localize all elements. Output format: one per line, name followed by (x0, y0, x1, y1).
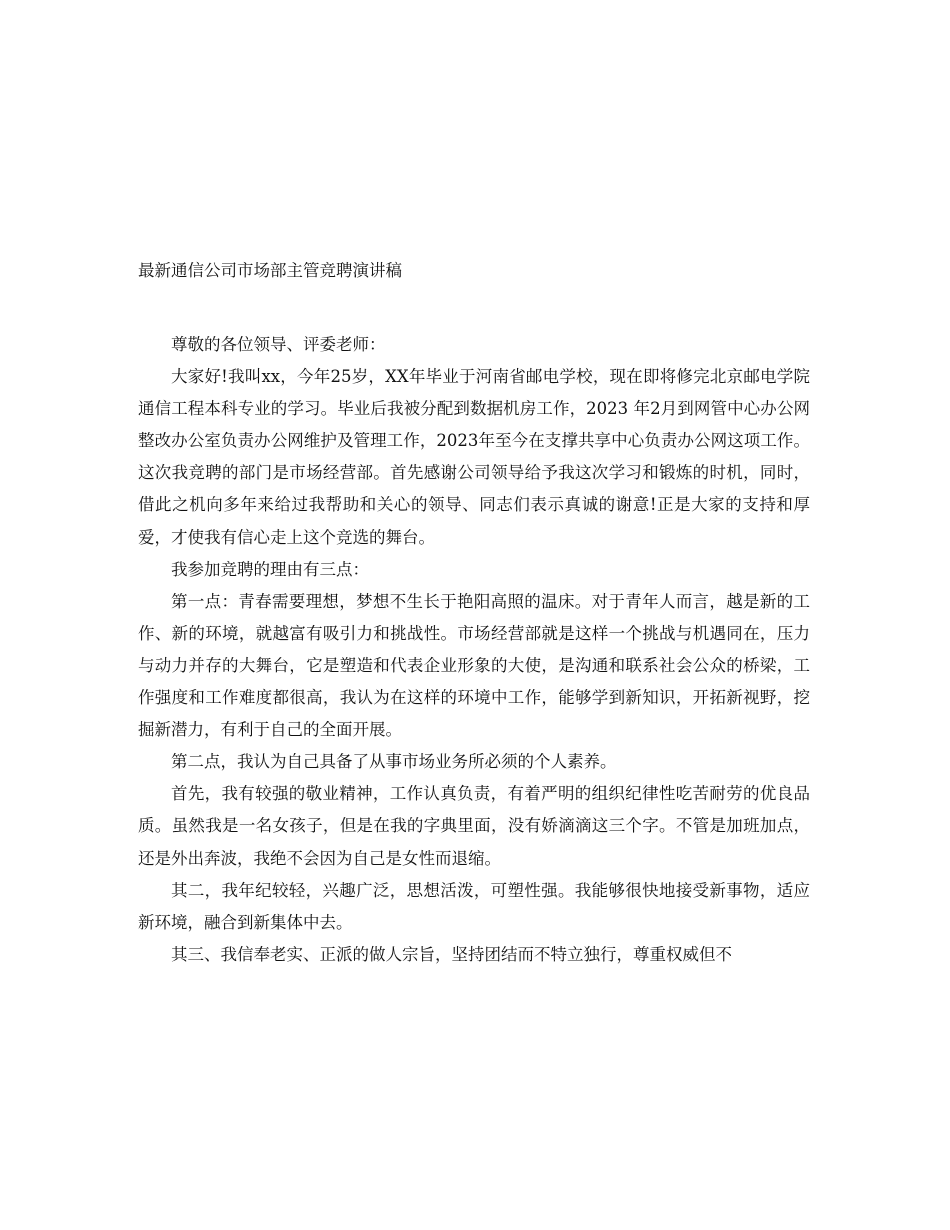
paragraph-third-quality: 其三、我信奉老实、正派的做人宗旨，坚持团结而不特立独行，尊重权威但不 (171, 944, 732, 964)
paragraph-salutation: 尊敬的各位领导、评委老师： (171, 335, 386, 354)
paragraph-second-quality: 其二，我年纪较轻，兴趣广泛，思想活泼，可塑性强。我能够很快地接受新事物，适应新环境，融合到新集体中去。 (138, 880, 810, 932)
document-title: 最新通信公司市场部主管竞聘演讲稿 (138, 261, 402, 280)
document-body (138, 329, 810, 971)
paragraph-first-quality: 首先，我有较强的敬业精神，工作认真负责，有着严明的组织纪律性吃苦耐劳的优良品质。虽然我是一名女孩子，但是在我的字典里面，没有娇滴滴这三个字。不管是加班加点，还是外出奔波，我绝不会因为自己是女性而退缩。 (138, 784, 810, 868)
paragraph-reason-two: 第二点，我认为自己具备了从事市场业务所必须的个人素养。 (171, 752, 617, 772)
paragraph-introduction: 大家好!我叫xx，今年25岁，XX年毕业于河南省邮电学校，现在即将修完北京邮电学院通信工程本科专业的学习。毕业后我被分配到数据机房工作，2023 年2月到网管中心办公网整改办公室负责办公网维护及管理工作，2023年至今在支撑共享中心负责办公网这项工作。这次我竞聘的部门是市场经营部。首先感谢公司领导给予我这次学习和锻炼的时机，同时，借此之机向多年来给过我帮助和关心的领导、同志们表示真诚的谢意!正是大家的支持和厚爱，才使我有信心走上这个竞选的舞台。 (138, 367, 810, 547)
paragraph-reasons-heading: 我参加竞聘的理由有三点： (171, 559, 369, 579)
paragraph-reason-one: 第一点：青春需要理想，梦想不生长于艳阳高照的温床。对于青年人而言，越是新的工作、新的环境，就越富有吸引力和挑战性。市场经营部就是这样一个挑战与机遇同在，压力与动力并存的大舞台，它是塑造和代表企业形象的大使，是沟通和联系社会公众的桥梁，工作强度和工作难度都很高，我认为在这样的环境中工作，能够学到新知识，开拓新视野，挖掘新潜力，有利于自己的全面开展。 (138, 591, 810, 740)
